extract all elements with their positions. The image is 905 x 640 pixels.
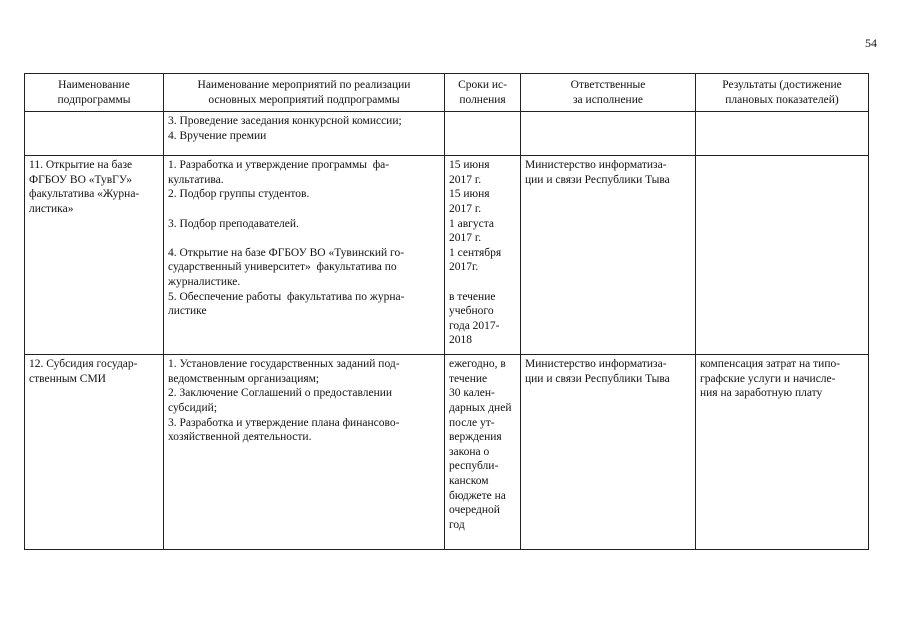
header-subprogram-name: Наименование подпрограммы bbox=[25, 74, 164, 112]
cell-responsible: Министерство информатиза- ции и связи Республики Тыва bbox=[521, 156, 696, 355]
table-header-row bbox=[25, 74, 869, 112]
page-number: 54 bbox=[865, 36, 877, 50]
cell-subprogram-name: 12. Субсидия государ- ственным СМИ bbox=[25, 355, 164, 550]
table-row bbox=[25, 355, 869, 550]
program-activities-table bbox=[24, 73, 869, 550]
cell-results: компенсация затрат на типо- графские услуги и начисле- ния на заработную плату bbox=[696, 355, 869, 550]
header-responsible: Ответственные за исполнение bbox=[521, 74, 696, 112]
header-results: Результаты (достижение плановых показателей) bbox=[696, 74, 869, 112]
cell-activities: 1. Установление государственных заданий под- ведомственным организациям; 2. Заключение Соглашений о предоставлении субсидий; 3. Разработка и утверждение плана финансово- хозяйственной деятельности. bbox=[164, 355, 445, 550]
table-row bbox=[25, 112, 869, 156]
cell-deadlines: 15 июня 2017 г. 15 июня 2017 г. 1 августа 2017 г. 1 сентября 2017г. в течение учебного года 2017- 2018 bbox=[445, 156, 521, 355]
cell-subprogram-name: 11. Открытие на базе ФГБОУ ВО «ТувГУ» факультатива «Журна- листика» bbox=[25, 156, 164, 355]
cell-activities: 1. Разработка и утверждение программы фа- культатива. 2. Подбор группы студентов. 3. Подбор преподавателей. 4. Открытие на базе ФГБОУ ВО «Тувинский го- сударственный университет» факультатива по журналистике. 5. Обеспечение работы факультатива по журна- листике bbox=[164, 156, 445, 355]
header-activities: Наименование мероприятий по реализации основных мероприятий подпрограммы bbox=[164, 74, 445, 112]
cell-results bbox=[696, 156, 869, 355]
cell-results bbox=[696, 112, 869, 156]
header-deadlines: Сроки ис- полнения bbox=[445, 74, 521, 112]
cell-deadlines: ежегодно, в течение 30 кален- дарных дней после ут- верждения закона о республи- канском бюджете на очередной год bbox=[445, 355, 521, 550]
cell-responsible: Министерство информатиза- ции и связи Республики Тыва bbox=[521, 355, 696, 550]
cell-deadlines bbox=[445, 112, 521, 156]
table-row bbox=[25, 156, 869, 355]
cell-subprogram-name bbox=[25, 112, 164, 156]
cell-activities: 3. Проведение заседания конкурсной комиссии; 4. Вручение премии bbox=[164, 112, 445, 156]
cell-responsible bbox=[521, 112, 696, 156]
